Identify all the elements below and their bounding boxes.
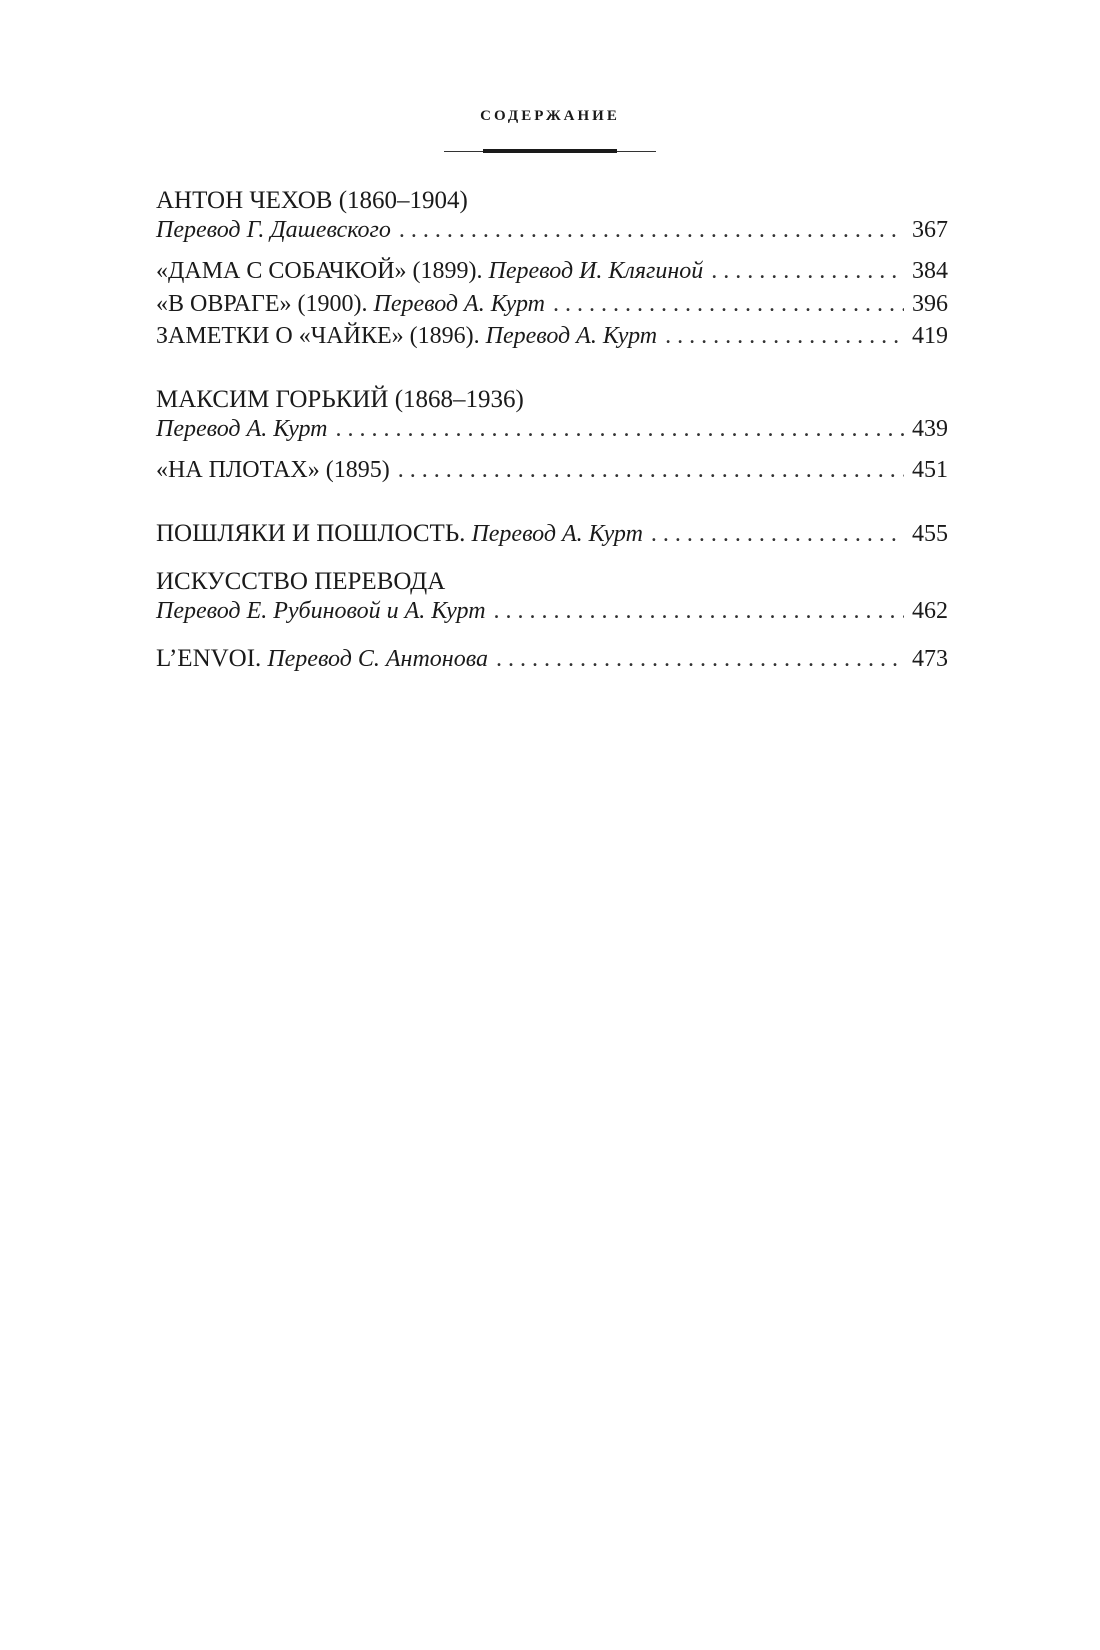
page-number: 384: [912, 257, 948, 284]
table-of-contents: [156, 186, 948, 674]
toc-entry[interactable]: [156, 216, 948, 245]
entry-title: «В ОВРАГЕ» (1900). Перевод А. Курт: [156, 290, 545, 317]
dot-leader: [651, 520, 904, 549]
dot-leader: [553, 290, 904, 319]
page-number: 462: [912, 597, 948, 624]
page-number: 455: [912, 520, 948, 547]
dot-leader: [496, 645, 904, 674]
dot-leader: [665, 322, 904, 351]
entry-translator: Перевод А. Курт: [373, 290, 545, 317]
title-underline-thick: [483, 149, 617, 153]
page-title: СОДЕРЖАНИЕ: [480, 108, 620, 124]
entry-title: «НА ПЛОТАХ» (1895): [156, 456, 390, 483]
dot-leader: [398, 456, 904, 485]
entry-translator: Перевод А. Курт: [471, 520, 643, 547]
entry-title: ЗАМЕТКИ О «ЧАЙКЕ» (1896). Перевод А. Курт: [156, 323, 658, 350]
page-number: 439: [912, 416, 948, 443]
entry-translator: Перевод С. Антонова: [267, 645, 488, 672]
entry-translator: Перевод Г. Дашевского: [156, 217, 391, 243]
toc-entry[interactable]: [156, 415, 948, 444]
entry-translator: Перевод И. Клягиной: [488, 257, 704, 284]
entry-title: L’ENVOI. Перевод С. Антонова: [156, 644, 488, 672]
toc-entry[interactable]: [156, 456, 948, 485]
toc-entry[interactable]: [156, 257, 948, 286]
section-heading-chekhov: АНТОН ЧЕХОВ (1860–1904): [156, 187, 468, 214]
toc-entry[interactable]: [156, 290, 948, 319]
dot-leader: [711, 257, 904, 286]
entry-translator: Перевод Е. Рубиновой и А. Курт: [156, 597, 486, 624]
entry-translator: Перевод А. Курт: [156, 416, 328, 443]
entry-title: ПОШЛЯКИ И ПОШЛОСТЬ. Перевод А. Курт: [156, 519, 643, 547]
entry-title: «ДАМА С СОБАЧКОЙ» (1899). Перевод И. Клягиной: [156, 257, 704, 284]
dot-leader: [399, 216, 904, 245]
dot-leader: [494, 597, 904, 626]
entry-translator: Перевод А. Курт: [485, 323, 658, 350]
section-heading-translation-art: ИСКУССТВО ПЕРЕВОДА: [156, 567, 446, 595]
toc-entry[interactable]: [156, 644, 948, 674]
toc-entry[interactable]: [156, 597, 948, 626]
section-heading-gorky: МАКСИМ ГОРЬКИЙ (1868–1936): [156, 386, 524, 414]
toc-entry[interactable]: [156, 322, 948, 351]
toc-entry[interactable]: [156, 519, 948, 549]
page-number: 367: [912, 217, 948, 243]
page-number: 396: [912, 290, 948, 317]
page-number: 473: [912, 645, 948, 672]
dot-leader: [335, 415, 904, 444]
page-number: 451: [912, 456, 948, 483]
page-number: 419: [912, 323, 948, 350]
